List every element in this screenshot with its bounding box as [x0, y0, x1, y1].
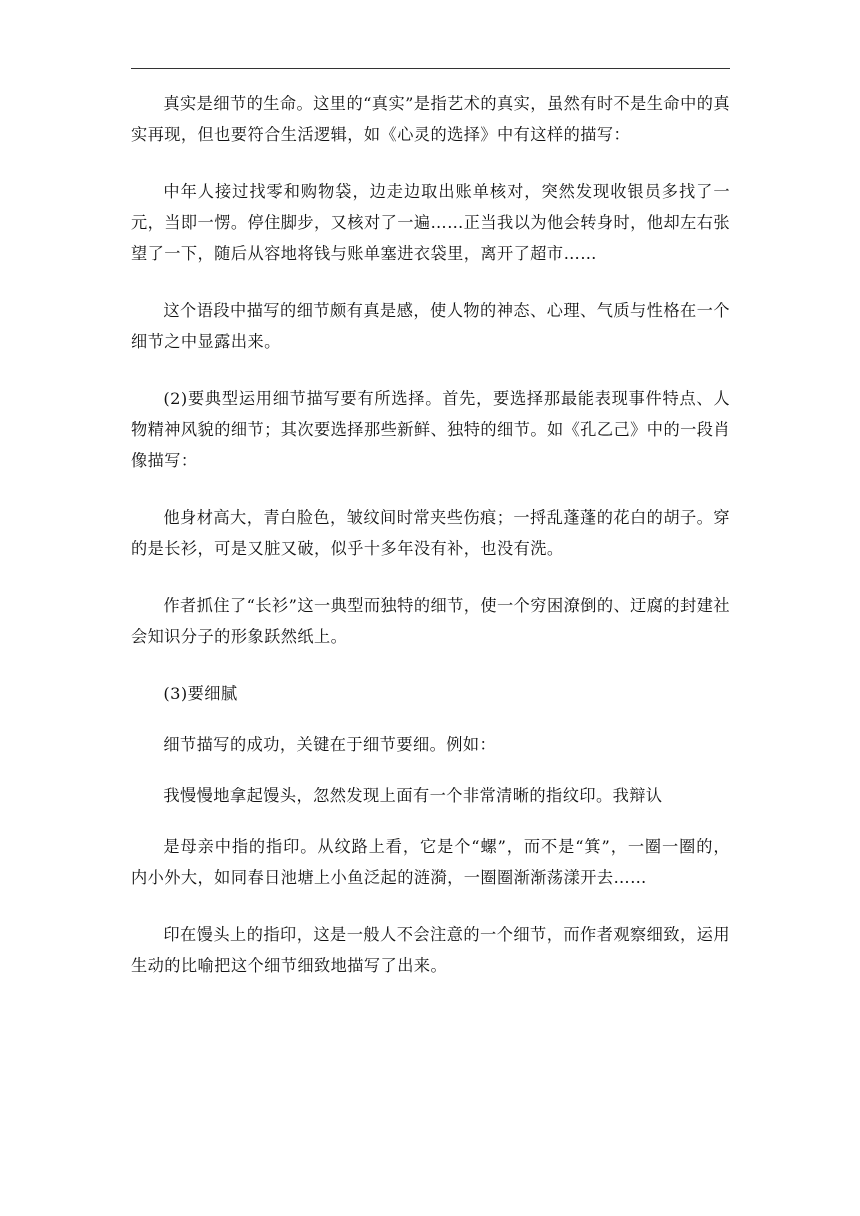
paragraph-1: 真实是细节的生命。这里的“真实”是指艺术的真实，虽然有时不是生命中的真实再现，但也要符合生活逻辑，如《心灵的选择》中有这样的描写： — [131, 94, 730, 144]
paragraph-8: 细节描写的成功，关键在于细节要细。例如： — [163, 735, 497, 754]
paragraph-6: 作者抓住了“长衫”这一典型而独特的细节，使一个穷困潦倒的、迂腐的封建社会知识分子的形象跃然纸上。 — [131, 596, 730, 646]
paragraph-9-quote: 我慢慢地拿起馒头，忽然发现上面有一个非常清晰的指纹印。我辩认 — [163, 786, 663, 805]
document-body — [131, 88, 730, 1007]
paragraph-7-heading: (3)要细腻 — [163, 684, 238, 703]
paragraph-11: 印在馒头上的指印，这是一般人不会注意的一个细节，而作者观察细致，运用生动的比喻把这个细节细致地描写了出来。 — [131, 925, 730, 975]
paragraph-3: 这个语段中描写的细节颇有真是感，使人物的神态、心理、气质与性格在一个细节之中显露出来。 — [131, 301, 730, 351]
header-rule — [131, 68, 730, 69]
paragraph-4-typical: (2)要典型运用细节描写要有所选择。首先，要选择那最能表现事件特点、人物精神风貌的细节；其次要选择那些新鲜、独特的细节。如《孔乙己》中的一段肖像描写： — [131, 389, 730, 470]
paragraph-10-quote: 是母亲中指的指印。从纹路上看，它是个“螺”，而不是“箕”，一圈一圈的，内小外大，如同春日池塘上小鱼泛起的涟漪，一圈圈渐渐荡漾开去…… — [131, 837, 730, 887]
paragraph-2-quote: 中年人接过找零和购物袋，边走边取出账单核对，突然发现收银员多找了一元，当即一愣。停住脚步，又核对了一遍……正当我以为他会转身时，他却左右张望了一下，随后从容地将钱与账单塞进衣袋里，离开了超市…… — [131, 182, 730, 263]
paragraph-5-quote: 他身材高大，青白脸色，皱纹间时常夹些伤痕；一捋乱蓬蓬的花白的胡子。穿的是长衫，可是又脏又破，似乎十多年没有补，也没有洗。 — [131, 508, 730, 558]
